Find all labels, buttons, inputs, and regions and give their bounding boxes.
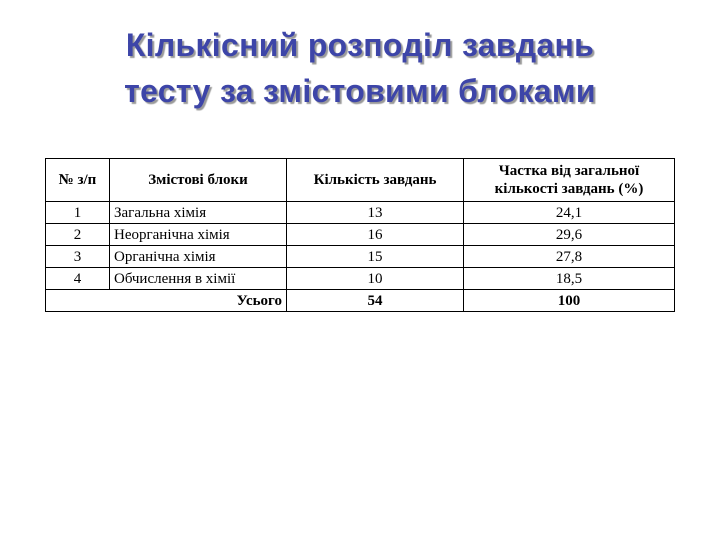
row-block: Обчислення в хімії xyxy=(110,268,287,290)
row-count: 16 xyxy=(287,224,464,246)
row-share: 18,5 xyxy=(464,268,675,290)
row-share: 27,8 xyxy=(464,246,675,268)
header-share: Частка від загальної кількості завдань (%) xyxy=(464,159,675,202)
title-line-2: тесту за змістовими блоками xyxy=(124,73,596,109)
table-row xyxy=(46,202,675,224)
total-count: 54 xyxy=(287,290,464,312)
row-count: 10 xyxy=(287,268,464,290)
slide-title xyxy=(0,22,720,114)
header-num: № з/п xyxy=(46,159,110,202)
row-block: Загальна хімія xyxy=(110,202,287,224)
table-row xyxy=(46,224,675,246)
row-num: 4 xyxy=(46,268,110,290)
table-total-row xyxy=(46,290,675,312)
row-share: 24,1 xyxy=(464,202,675,224)
total-share: 100 xyxy=(464,290,675,312)
row-block: Неорганічна хімія xyxy=(110,224,287,246)
header-count: Кількість завдань xyxy=(287,159,464,202)
row-num: 3 xyxy=(46,246,110,268)
distribution-table xyxy=(45,158,675,312)
total-label: Усього xyxy=(46,290,287,312)
row-num: 2 xyxy=(46,224,110,246)
row-count: 15 xyxy=(287,246,464,268)
table-header-row xyxy=(46,159,675,202)
table-row xyxy=(46,268,675,290)
row-count: 13 xyxy=(287,202,464,224)
header-block: Змістові блоки xyxy=(110,159,287,202)
row-block: Органічна хімія xyxy=(110,246,287,268)
title-line-1: Кількісний розподіл завдань xyxy=(125,27,595,63)
row-num: 1 xyxy=(46,202,110,224)
table-row xyxy=(46,246,675,268)
row-share: 29,6 xyxy=(464,224,675,246)
